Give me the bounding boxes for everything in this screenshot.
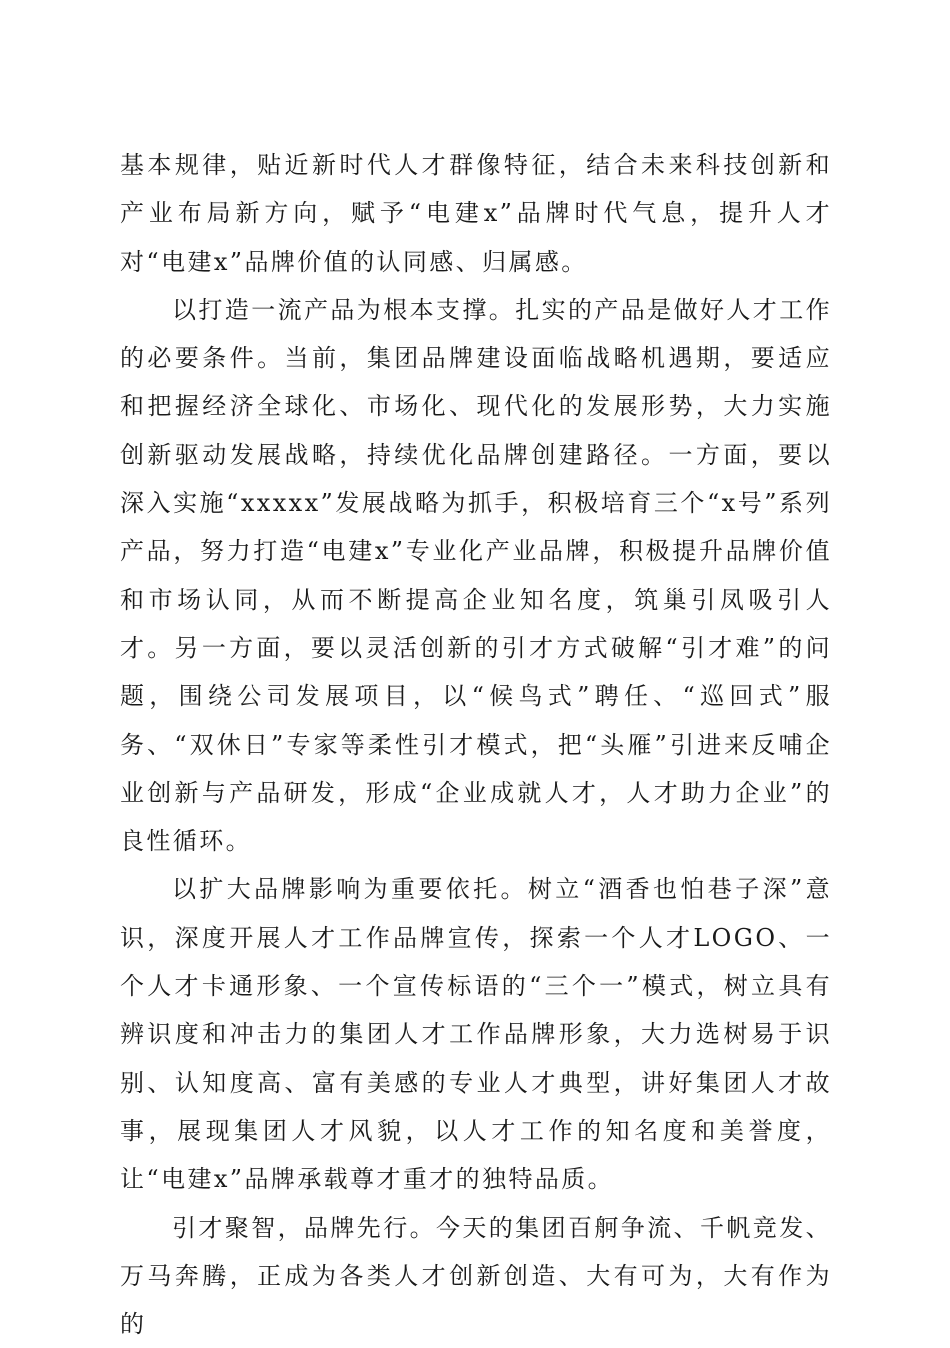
paragraph-product-support: 以打造一流产品为根本支撑。扎实的产品是做好人才工作的必要条件。当前，集团品牌建设面临战略机遇期，要适应和把握经济全球化、市场化、现代化的发展形势，大力实施创新驱动发展战略，持续优化品牌创建路径。一方面，要以深入实施“xxxxx”发展战略为抓手，积极培育三个“x号”系列产品，努力打造“电建x”专业化产业品牌，积极提升品牌价值和市场认同，从而不断提高企业知名度，筑巢引凤吸引人才。另一方面，要以灵活创新的引才方式破解“引才难”的问题，围绕公司发展项目，以“候鸟式”聘任、“巡回式”服务、“双休日”专家等柔性引才模式，把“头雁”引进来反哺企业创新与产品研发，形成“企业成就人才，人才助力企业”的良性循环。: [120, 295, 832, 856]
paragraph-talent-brand-first: 引才聚智，品牌先行。今天的集团百舸争流、千帆竞发、万马奔腾，正成为各类人才创新创造、大有可为，大有作为的: [120, 1213, 832, 1339]
paragraph-continuation: 基本规律，贴近新时代人才群像特征，结合未来科技创新和产业布局新方向，赋予“电建x”品牌时代气息，提升人才对“电建x”品牌价值的认同感、归属感。: [120, 151, 832, 276]
document-body: [120, 141, 832, 1348]
paragraph-brand-influence: 以扩大品牌影响为重要依托。树立“酒香也怕巷子深”意识，深度开展人才工作品牌宣传，探索一个人才LOGO、一个人才卡通形象、一个宣传标语的“三个一”模式，树立具有辨识度和冲击力的集团人才工作品牌形象，大力选树易于识别、认知度高、富有美感的专业人才典型，讲好集团人才故事，展现集团人才风貌，以人才工作的知名度和美誉度，让“电建x”品牌承载尊才重才的独特品质。: [120, 875, 832, 1194]
